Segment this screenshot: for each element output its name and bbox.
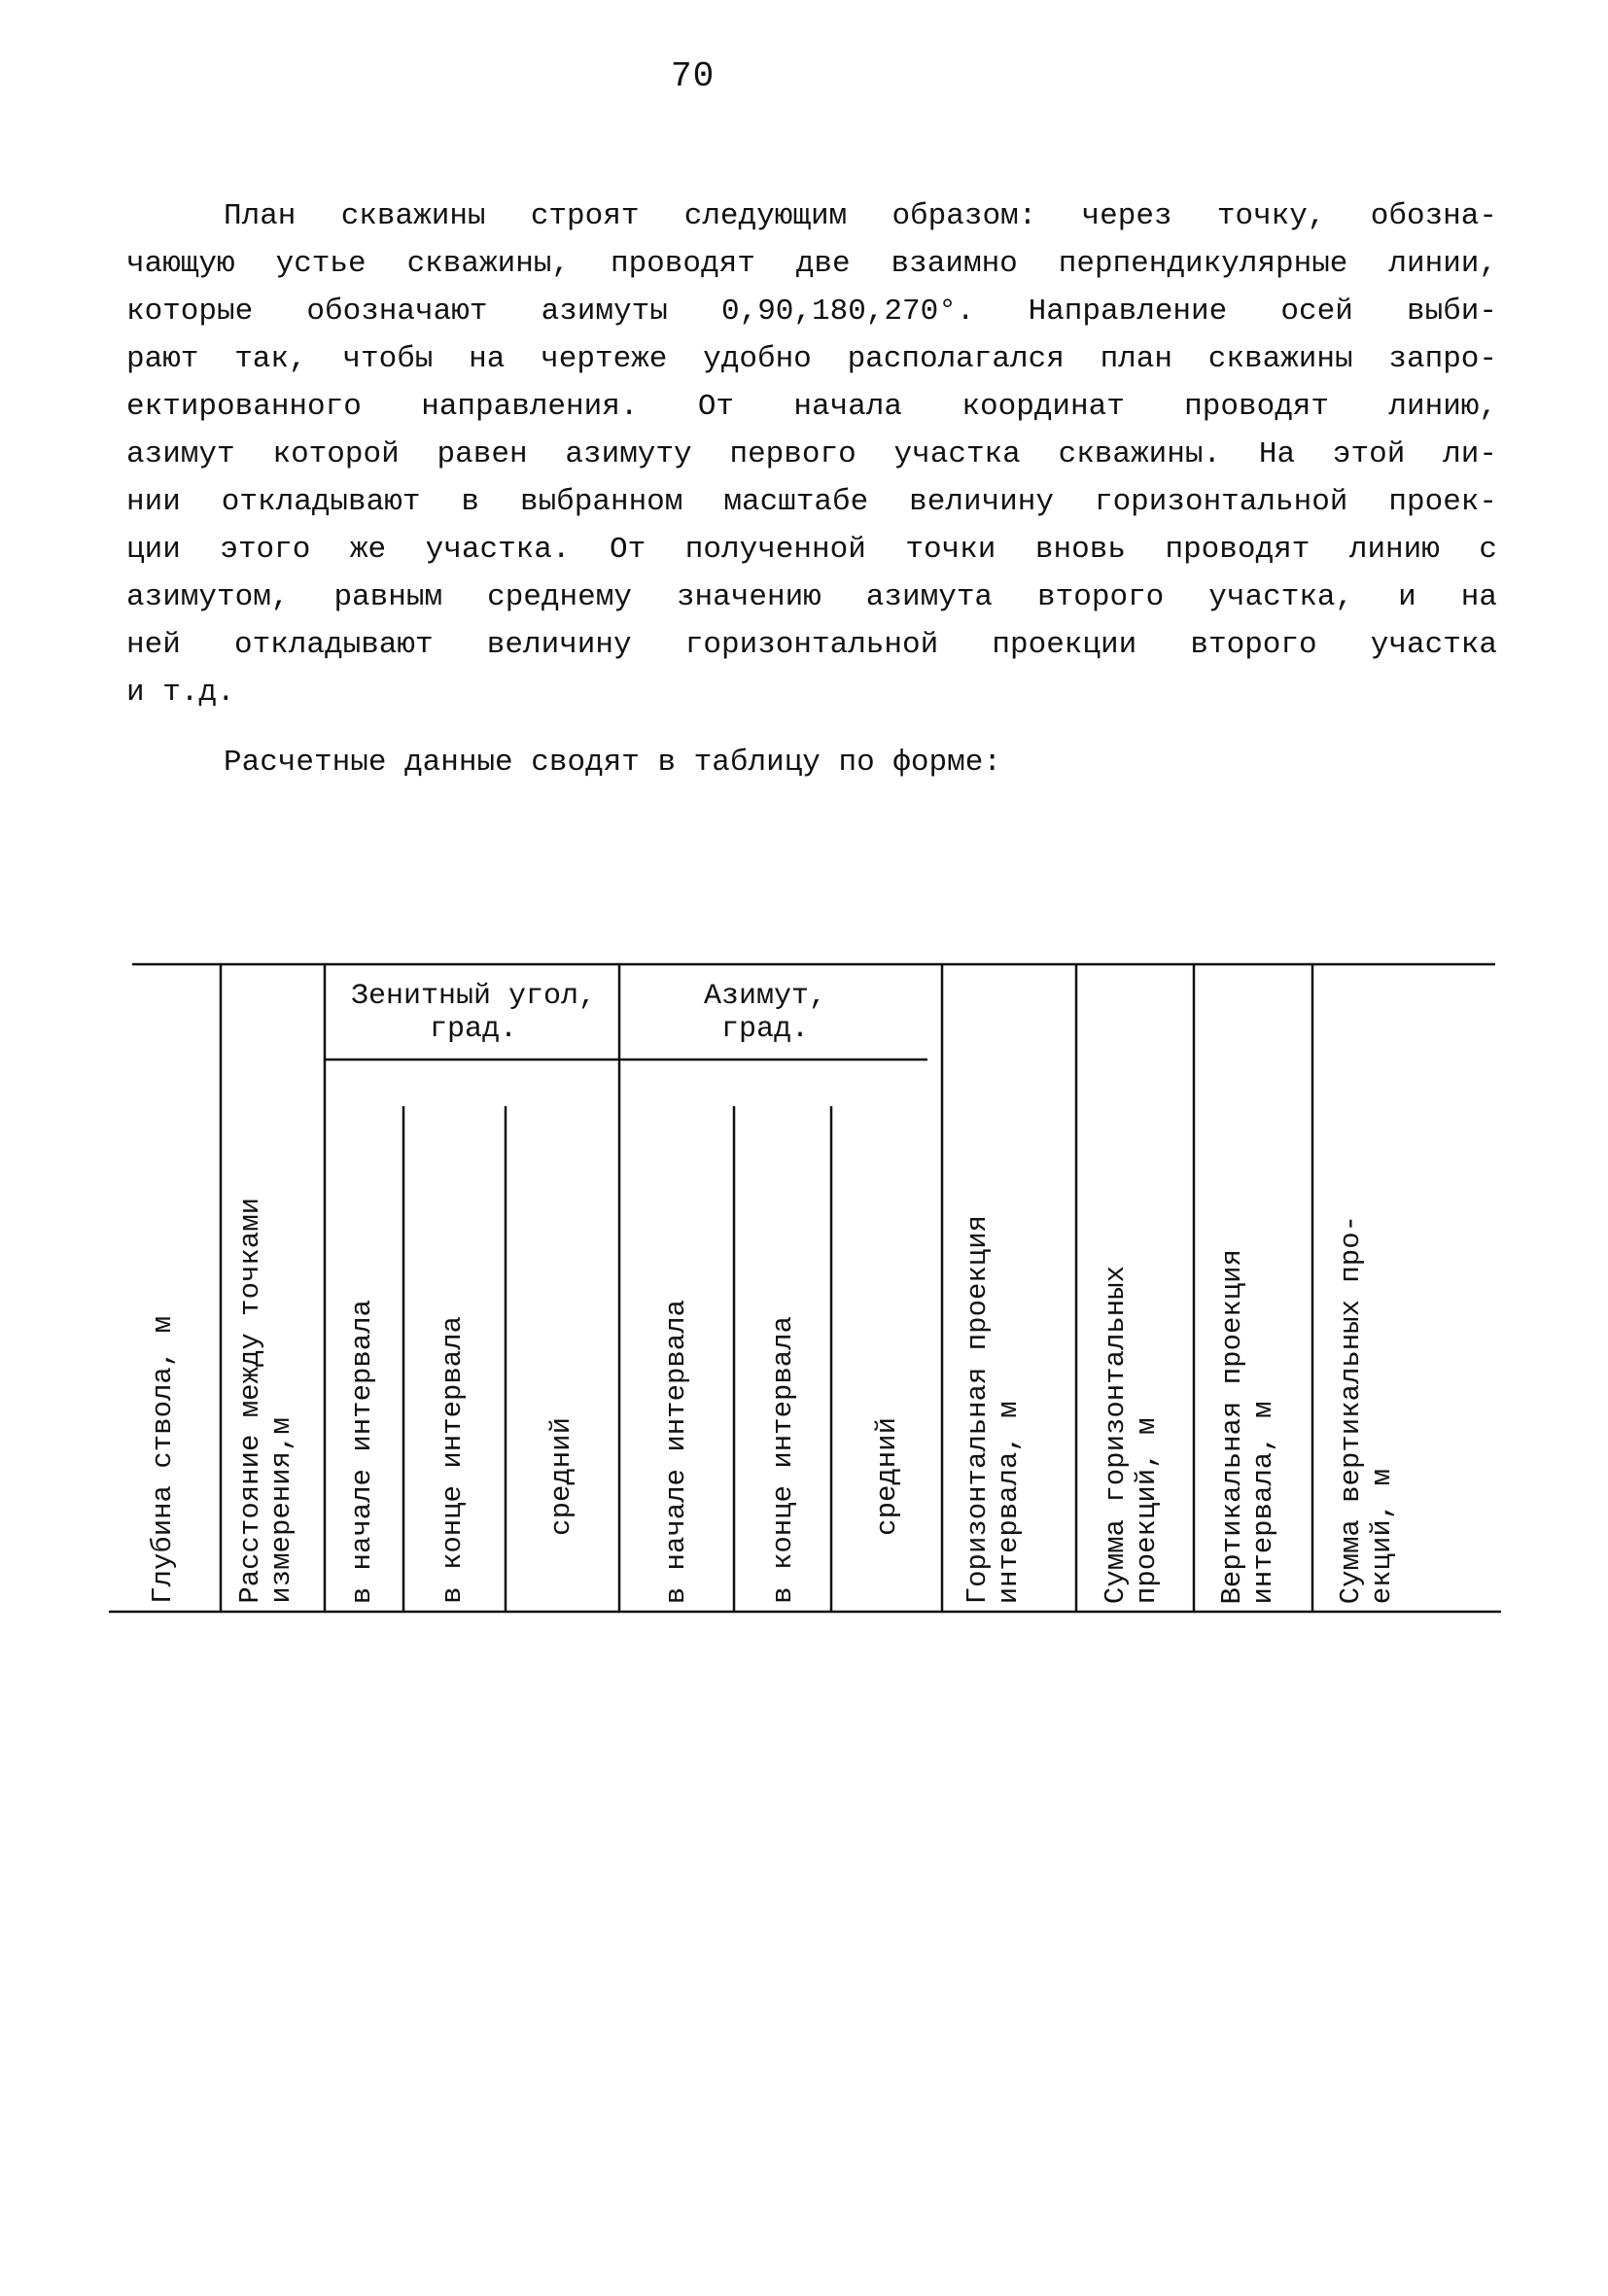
paragraph-line: и т.д. bbox=[126, 676, 235, 710]
paragraph-line: которые обозначают азимуты 0,90,180,270°. Направление осей выби- bbox=[126, 295, 1497, 329]
header-distance-line1: Расстояние между точками bbox=[234, 1198, 266, 1604]
table-grid bbox=[109, 962, 1501, 1623]
header-horizontal-sum-line2: проекций, м bbox=[1131, 1417, 1163, 1604]
header-horizontal-projection-line1: Горизонтальная проекция bbox=[961, 1214, 994, 1604]
paragraph-table-intro bbox=[126, 739, 1497, 786]
header-azimuth-end: в конце интервала bbox=[767, 1316, 799, 1604]
paragraph-line: ней откладывают величину горизонтальной проекции второго участка bbox=[126, 628, 1497, 662]
paragraph-line: Расчетные данные сводят в таблицу по форме: bbox=[224, 746, 1001, 780]
header-horizontal-sum bbox=[1101, 1266, 1163, 1604]
header-vertical-sum-line2: екций, м bbox=[1366, 1468, 1398, 1604]
header-distance bbox=[235, 1198, 297, 1604]
header-azimuth-start: в начале интервала bbox=[660, 1299, 692, 1604]
header-zenith-average: средний bbox=[545, 1417, 577, 1536]
header-depth: Глубина ствола, м bbox=[147, 1316, 179, 1604]
paragraph-line: чающую устье скважины, проводят две взаимно перпендикулярные линии, bbox=[126, 247, 1497, 281]
data-table-form bbox=[109, 962, 1501, 1623]
header-zenith-start: в начале интервала bbox=[346, 1299, 378, 1604]
header-vertical-projection-line2: интервала, м bbox=[1247, 1401, 1279, 1604]
header-zenith-angle: Зенитный угол, град. bbox=[350, 980, 597, 1046]
header-vertical-projection-line1: Вертикальная проекция bbox=[1216, 1248, 1248, 1604]
header-horizontal-sum-line1: Сумма горизонтальных bbox=[1100, 1265, 1132, 1604]
header-vertical-sum bbox=[1336, 1215, 1398, 1604]
header-vertical-projection bbox=[1217, 1249, 1279, 1604]
paragraph-line: нии откладывают в выбранном масштабе величину горизонтальной проек- bbox=[126, 485, 1497, 519]
paragraph-line: План скважины строят следующим образом: через точку, обозна- bbox=[224, 199, 1497, 233]
header-horizontal-projection bbox=[962, 1215, 1025, 1604]
header-vertical-sum-line1: Сумма вертикальных про- bbox=[1335, 1214, 1367, 1604]
paragraph-line: азимут которой равен азимуту первого участка скважины. На этой ли- bbox=[126, 437, 1497, 471]
paragraph-line: ции этого же участка. От полученной точки вновь проводят линию с bbox=[126, 533, 1497, 567]
header-horizontal-projection-line2: интервала, м bbox=[993, 1401, 1025, 1604]
paragraph-line: ектированного направления. От начала координат проводят линию, bbox=[126, 390, 1497, 424]
paragraph-line: азимутом, равным среднему значению азимута второго участка, и на bbox=[126, 580, 1497, 614]
header-azimuth-average: средний bbox=[871, 1417, 903, 1536]
paragraph-method bbox=[126, 192, 1497, 716]
header-zenith-end: в конце интервала bbox=[437, 1316, 469, 1604]
header-azimuth: Азимут, град. bbox=[703, 980, 827, 1046]
header-distance-line2: измерения,м bbox=[265, 1417, 297, 1604]
page-number: 70 bbox=[671, 56, 716, 96]
paragraph-line: рают так, чтобы на чертеже удобно располагался план скважины запро- bbox=[126, 342, 1497, 376]
